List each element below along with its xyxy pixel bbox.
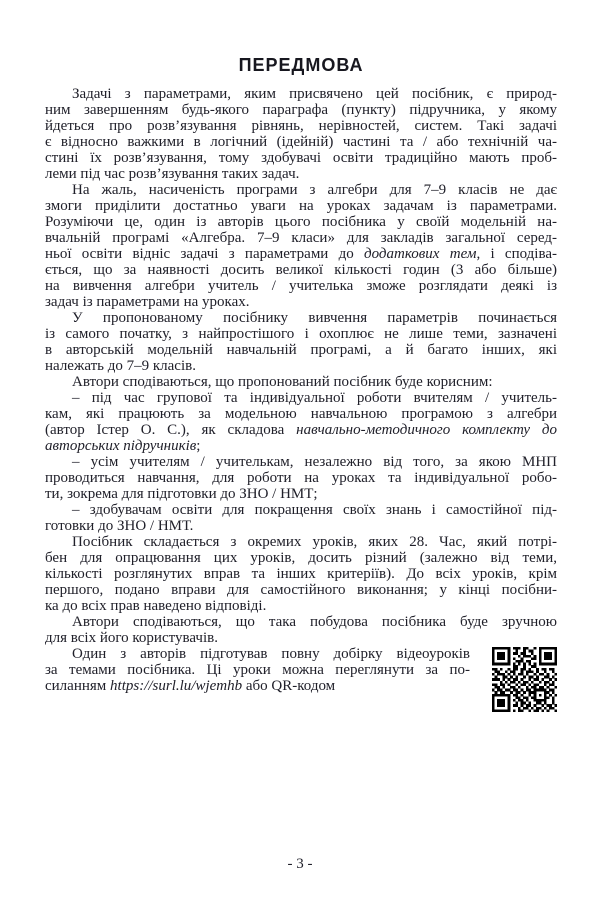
text-segment: в авторській модельній навчальній програмі, а й багато інших, які [45, 342, 557, 358]
text-segment: йдеться про розв’язування рівнянь, нерівностей, систем. Такі задачі [45, 118, 557, 134]
text-line [45, 486, 557, 502]
text-segment: На жаль, насиченість програми з алгебри для 7–9 класів не дає [72, 182, 557, 198]
text-segment: навчально-методичного комплекту до [296, 422, 557, 438]
text-line [45, 454, 557, 470]
text-segment: ється, що за наявності досить великої кількості годин (3 або більше) [45, 262, 557, 278]
text-line [45, 230, 557, 246]
text-line [45, 630, 557, 646]
text-line [45, 150, 557, 166]
text-line [45, 118, 557, 134]
text-line [45, 422, 557, 438]
paragraph [45, 310, 557, 374]
text-segment: для всіх його користувачів. [45, 630, 218, 646]
text-segment: вчальній програмі «Алгебра. 7–9 класи» для закладів загальної серед- [45, 230, 557, 246]
text-line [45, 614, 557, 630]
text-segment: Задачі з параметрами, яким присвячено цей посібник, є природ- [72, 86, 557, 102]
text-line [45, 358, 557, 374]
text-segment: кам, які працюють за модельною навчальною програмою з алгебри [45, 406, 557, 422]
text-line [45, 134, 557, 150]
paragraph [45, 374, 557, 390]
text-segment: – здобувачам освіти для покращення своїх знань і самостійної під- [72, 502, 557, 518]
text-segment: , і сподіва- [476, 246, 557, 262]
paragraph [45, 86, 557, 182]
text-segment: або QR-кодом [242, 678, 336, 694]
text-line [45, 518, 557, 534]
text-segment: Автори сподіваються, що така побудова посібника буде зручною [72, 614, 557, 630]
paragraph [45, 502, 557, 534]
text-line [45, 470, 557, 486]
text-line [45, 390, 557, 406]
text-line [45, 182, 557, 198]
text-line [45, 326, 557, 342]
text-line [45, 166, 557, 182]
text-line [45, 678, 470, 694]
text-segment: Посібник складається з окремих уроків, яких 28. Час, який потрі- [72, 534, 557, 550]
text-segment: бен для опрацювання цих уроків, досить різний (залежно від теми, [45, 550, 557, 566]
text-segment: додаткових тем [364, 246, 477, 262]
text-segment: стині їх розв’язування, тому здобувачі освіти традиційно мають проб- [45, 150, 557, 166]
text-line [45, 86, 557, 102]
text-segment: першого, подано вправи для самостійного виконання; у кінці посібни- [45, 582, 557, 598]
text-line [45, 502, 557, 518]
text-line [45, 598, 557, 614]
text-line [45, 550, 557, 566]
text-segment: – усім учителям / учителькам, незалежно від того, за якою МНП [72, 454, 557, 470]
text-segment: авторських підручників [45, 438, 197, 454]
text-line [45, 406, 557, 422]
text-line [45, 646, 470, 662]
text-segment: ньої освіти відніс задачі з параметрами до [45, 246, 365, 262]
text-segment: є відносно важкими в логічний (ідейній) частині та / або технічній ча- [45, 134, 557, 150]
text-segment: на вивчення алгебри учитель / учителька зможе розглядати деякі із [45, 278, 557, 294]
text-segment: Один з авторів підготував повну добірку відеоуроків [72, 646, 470, 662]
text-line [45, 102, 557, 118]
text-segment: леми під час розв’язування таких задач. [45, 166, 300, 182]
text-line [45, 262, 557, 278]
text-segment: змоги приділити достатньо уваги на уроках задачам із параметрами. [45, 198, 557, 214]
text-segment: готовки до ЗНО / НМТ. [45, 518, 194, 534]
paragraph [45, 390, 557, 454]
text-line [45, 198, 557, 214]
text-segment: – під час групової та індивідуальної роботи вчителям / учитель- [72, 390, 557, 406]
text-line [45, 342, 557, 358]
text-segment: силанням [45, 678, 111, 694]
page-content [45, 56, 557, 712]
preface-body [45, 86, 557, 712]
text-segment: із самого початку, з найпростішого і охоплює не лише теми, зазначені [45, 326, 557, 342]
text-segment: (автор Істер О. С.), як складова [45, 422, 297, 438]
preface-title: ПЕРЕДМОВА [238, 55, 364, 75]
text-segment: ним завершенням будь-якого параграфа (пункту) підручника, у якому [45, 102, 557, 118]
text-segment: ка до всіх прав наведено відповіді. [45, 598, 267, 614]
paragraph [45, 614, 557, 646]
qr-code [492, 647, 557, 712]
paragraph-with-qr [45, 646, 557, 712]
text-segment: належать до 7–9 класів. [45, 358, 196, 374]
paragraph [45, 454, 557, 502]
text-line [45, 438, 557, 454]
text-segment: за темами посібника. Ці уроки можна переглянути за по- [45, 662, 470, 678]
text-segment: ; [196, 438, 201, 454]
text-segment: задач із параметрами на уроках. [45, 294, 250, 310]
text-line [45, 374, 557, 390]
text-segment: Автори сподіваються, що пропонований посібник буде корисним: [72, 374, 493, 390]
video-lessons-link[interactable]: https://surl.lu/wjemhb [110, 678, 243, 694]
text-line [45, 294, 557, 310]
text-line [45, 214, 557, 230]
paragraph [45, 182, 557, 310]
text-line [45, 582, 557, 598]
text-segment: Розуміючи це, один із авторів цього посібника у своїй модельній на- [45, 214, 557, 230]
text-line [45, 278, 557, 294]
text-line [45, 246, 557, 262]
text-line [45, 662, 470, 678]
paragraph [45, 646, 470, 694]
text-line [45, 534, 557, 550]
text-segment: проводиться навчання, для роботи на уроках та індивідуальної робо- [45, 470, 557, 486]
text-line [45, 566, 557, 582]
page-number: - 3 - [287, 856, 313, 872]
text-segment: кількості розглянутих вправ та інших критеріїв). До всіх уроків, крім [45, 566, 557, 582]
text-segment: У пропонованому посібнику вивчення параметрів починається [72, 310, 557, 326]
text-line [45, 310, 557, 326]
text-segment: ти, зокрема для підготовки до ЗНО / НМТ; [45, 486, 318, 502]
paragraph [45, 534, 557, 614]
